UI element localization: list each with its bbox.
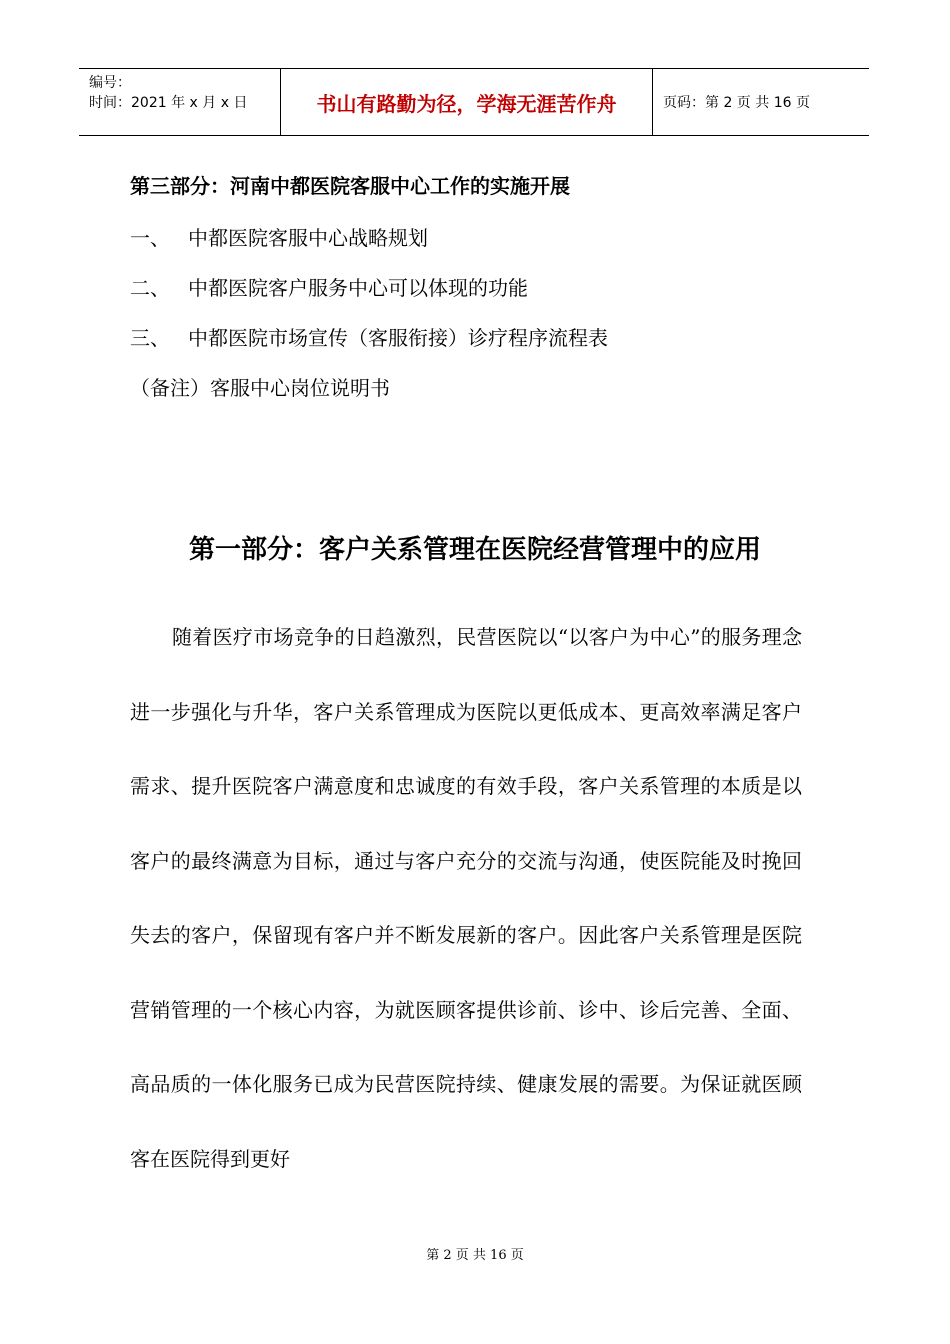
toc-note: （备注）客服中心岗位说明书	[130, 376, 390, 400]
toc-item-text: 中都医院客服中心战略规划	[188, 226, 428, 250]
toc-item-number: 一、	[130, 226, 170, 250]
toc-item	[130, 322, 830, 372]
header-page-info: 页码：第 2 页 共 16 页	[663, 95, 810, 111]
toc-item-number: 三、	[130, 326, 170, 350]
toc-item	[130, 222, 830, 272]
body-paragraph: 随着医疗市场竞争的日趋激烈，民营医院以“以客户为中心”的服务理念进一步强化与升华，客户关系管理成为医院以更低成本、更高效率满足客户需求、提升医院客户满意度和忠诚度的有效手段，客户关系管理的本质是以客户的最终满意为目标，通过与客户充分的交流与沟通，使医院能及时挽回失去的客户，保留现有客户并不断发展新的客户。因此客户关系管理是医院营销管理的一个核心内容，为就医顾客提供诊前、诊中、诊后完善、全面、高品质的一体化服务已成为民营医院持续、健康发展的需要。为保证就医顾客在医院得到更好	[130, 625, 802, 1171]
toc-title: 第三部分：河南中都医院客服中心工作的实施开展	[130, 174, 570, 198]
page-footer: 第 2 页 共 16 页	[426, 1248, 524, 1263]
toc-item	[130, 272, 830, 322]
header-motto: 书山有路勤为径，学海无涯苦作舟	[281, 69, 653, 135]
document-number-label: 编号：	[89, 75, 131, 91]
toc-item-text: 中都医院客户服务中心可以体现的功能	[188, 276, 528, 300]
toc-item-text: 中都医院市场宣传（客服衔接）诊疗程序流程表	[188, 326, 608, 350]
header-meta	[79, 69, 281, 135]
toc-item-number: 二、	[130, 276, 170, 300]
section-heading: 第一部分：客户关系管理在医院经营管理中的应用	[188, 535, 761, 565]
table-of-contents	[130, 170, 830, 404]
document-date: 时间：2021 年 x 月 x 日	[89, 95, 248, 111]
page-header	[79, 68, 869, 136]
